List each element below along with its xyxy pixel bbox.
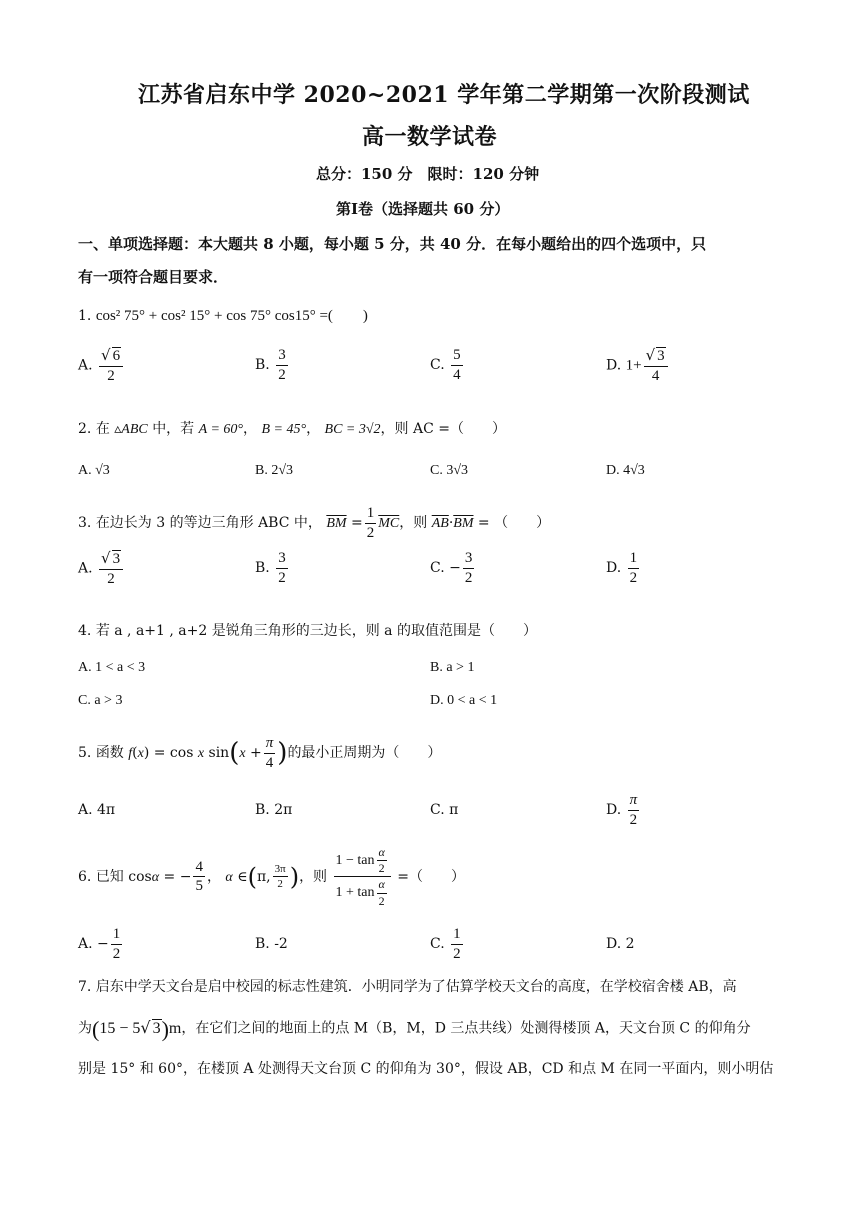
option-label: A. xyxy=(78,357,93,374)
q6-option-a[interactable]: A. − $\frac{1}{2}$ xyxy=(78,926,121,962)
condition-bc: BC = 3√2 xyxy=(324,422,381,437)
q5-option-a[interactable]: A. 4π xyxy=(78,802,116,818)
question-7-line3: 别是 15° 和 60°，在楼顶 A 处测得天文台顶 C 的仰角为 30°，假设 AB，CD 和点 M 在同一平面内，则小明估 xyxy=(78,1061,774,1077)
question-6: 6. 已知 cosα = − $\frac{4}{5}$ ， α ∈(π, $\frac{3\pi}{2}$ )，则 1 − tan $\frac{\alpha}{2}$ 1 + tan $\frac{\alpha}{2}$ =（ ） xyxy=(78,845,466,908)
q5-option-d[interactable]: D. $\frac{\pi}{2}$ xyxy=(606,792,638,828)
option-label: D. xyxy=(606,357,622,374)
q1-option-c[interactable]: C. $\frac{5}{4}$ xyxy=(430,347,461,383)
q3-option-a[interactable]: A. $\frac{√ 3}{2}$ xyxy=(78,550,125,587)
q4-option-b[interactable]: B. a > 1 xyxy=(430,660,475,675)
q6-option-b[interactable]: B. -2 xyxy=(255,936,288,952)
exam-subtitle: 高一数学试卷 xyxy=(362,124,498,150)
question-5: 5. 函数 f(x) = cos x sin(x + $\frac{\pi}{4}$ )的最小正周期为（ ） xyxy=(78,735,442,771)
question-tail: ，则 AC =（ ） xyxy=(380,421,506,437)
section-heading-line1: 一、单项选择题：本大题共 8 小题，每小题 5 分，共 40 分．在每小题给出的四个选项中，只 xyxy=(78,235,707,253)
question-2: 2. 在 ▵ABC 中，若 A = 60°， B = 45°， BC = 3√2，则 AC =（ ） xyxy=(78,421,506,437)
option-label: D. xyxy=(606,802,622,818)
volume-heading: 第Ⅰ卷（选择题共 60 分） xyxy=(336,200,510,218)
q2-option-a[interactable]: A. √3 xyxy=(78,463,110,478)
question-number: 4. xyxy=(78,623,92,639)
exam-info: 总分：150 分 限时：120 分钟 xyxy=(316,165,540,183)
option-label: B. xyxy=(255,357,270,373)
question-tail: 的最小正周期为（ ） xyxy=(287,745,442,761)
question-number: 1. xyxy=(78,308,92,324)
q6-option-c[interactable]: C. $\frac{1}{2}$ xyxy=(430,926,461,962)
question-text: 若 a , a+1 , a+2 是锐角三角形的三边长，则 a 的取值范围是（ ） xyxy=(95,623,537,639)
q3-option-c[interactable]: C. − $\frac{3}{2}$ xyxy=(430,550,473,586)
q5-option-c[interactable]: C. π xyxy=(430,802,459,818)
question-text: ，则 xyxy=(299,868,328,885)
q4-option-d[interactable]: D. 0 < a < 1 xyxy=(430,693,498,708)
q2-option-c[interactable]: C. 3√3 xyxy=(430,463,469,478)
q1-option-d[interactable]: D. 1+ $\frac{√ 3}{4}$ xyxy=(606,347,670,384)
question-7-line1: 7. 启东中学天文台是启中校园的标志性建筑．小明同学为了估算学校天文台的高度，在学校宿舍楼 AB，高 xyxy=(78,979,737,995)
section-heading-line2: 有一项符合题目要求． xyxy=(78,268,229,286)
question-7-line2: 为(15 − 5√ 3)m，在它们之间的地面上的点 M（B，M，D 三点共线）处测得楼顶 A，天文台顶 C 的仰角分 xyxy=(78,1016,751,1041)
option-label: C. xyxy=(430,357,445,373)
question-text: 在边长为 3 的等边三角形 ABC 中， xyxy=(95,515,322,531)
q3-option-d[interactable]: D. $\frac{1}{2}$ xyxy=(606,550,638,586)
question-text: 函数 xyxy=(95,745,124,761)
exam-title: 江苏省启东中学 2020~2021 学年第二学期第一次阶段测试 xyxy=(138,82,750,108)
condition-a: A = 60° xyxy=(198,422,243,437)
q4-option-c[interactable]: C. a > 3 xyxy=(78,693,123,708)
question-text: 中，若 xyxy=(152,421,195,437)
q2-option-d[interactable]: D. 4√3 xyxy=(606,463,645,478)
question-tail: =（ ） xyxy=(397,868,466,885)
question-3: 3. 在边长为 3 的等边三角形 ABC 中， $\overline{BM}$ = $\frac{1}{2}$ $\overline{MC}$，则 $\overline{AB}\cdot\overline{BM}$ = （ ） xyxy=(78,505,551,541)
question-expression: cos² 75° + cos² 15° + cos 75° cos15° =( ) xyxy=(95,308,368,324)
question-text: 为 xyxy=(78,1020,92,1037)
question-number: 3. xyxy=(78,515,92,531)
q2-option-b[interactable]: B. 2√3 xyxy=(255,463,294,478)
q5-option-b[interactable]: B. 2π xyxy=(255,802,293,818)
question-text: 已知 xyxy=(95,868,124,885)
q6-option-d[interactable]: D. 2 xyxy=(606,936,635,952)
q1-option-b[interactable]: B. $\frac{3}{2}$ xyxy=(255,347,286,383)
question-tail: （ ） xyxy=(494,515,551,531)
question-number: 2. xyxy=(78,421,92,437)
question-1 xyxy=(78,304,368,325)
question-text: ，在它们之间的地面上的点 M（B，M，D 三点共线）处测得楼顶 A，天文台顶 C 的仰角分 xyxy=(181,1020,751,1037)
q1-option-a[interactable]: A. $\frac{√ 6}{2}$ xyxy=(78,347,125,384)
q3-option-b[interactable]: B. $\frac{3}{2}$ xyxy=(255,550,286,586)
question-number: 5. xyxy=(78,745,92,761)
condition-b: B = 45° xyxy=(261,422,307,437)
question-text: 在 xyxy=(95,421,110,437)
question-4 xyxy=(78,620,537,640)
q4-option-a[interactable]: A. 1 < a < 3 xyxy=(78,660,146,675)
question-number: 6. xyxy=(78,868,92,885)
